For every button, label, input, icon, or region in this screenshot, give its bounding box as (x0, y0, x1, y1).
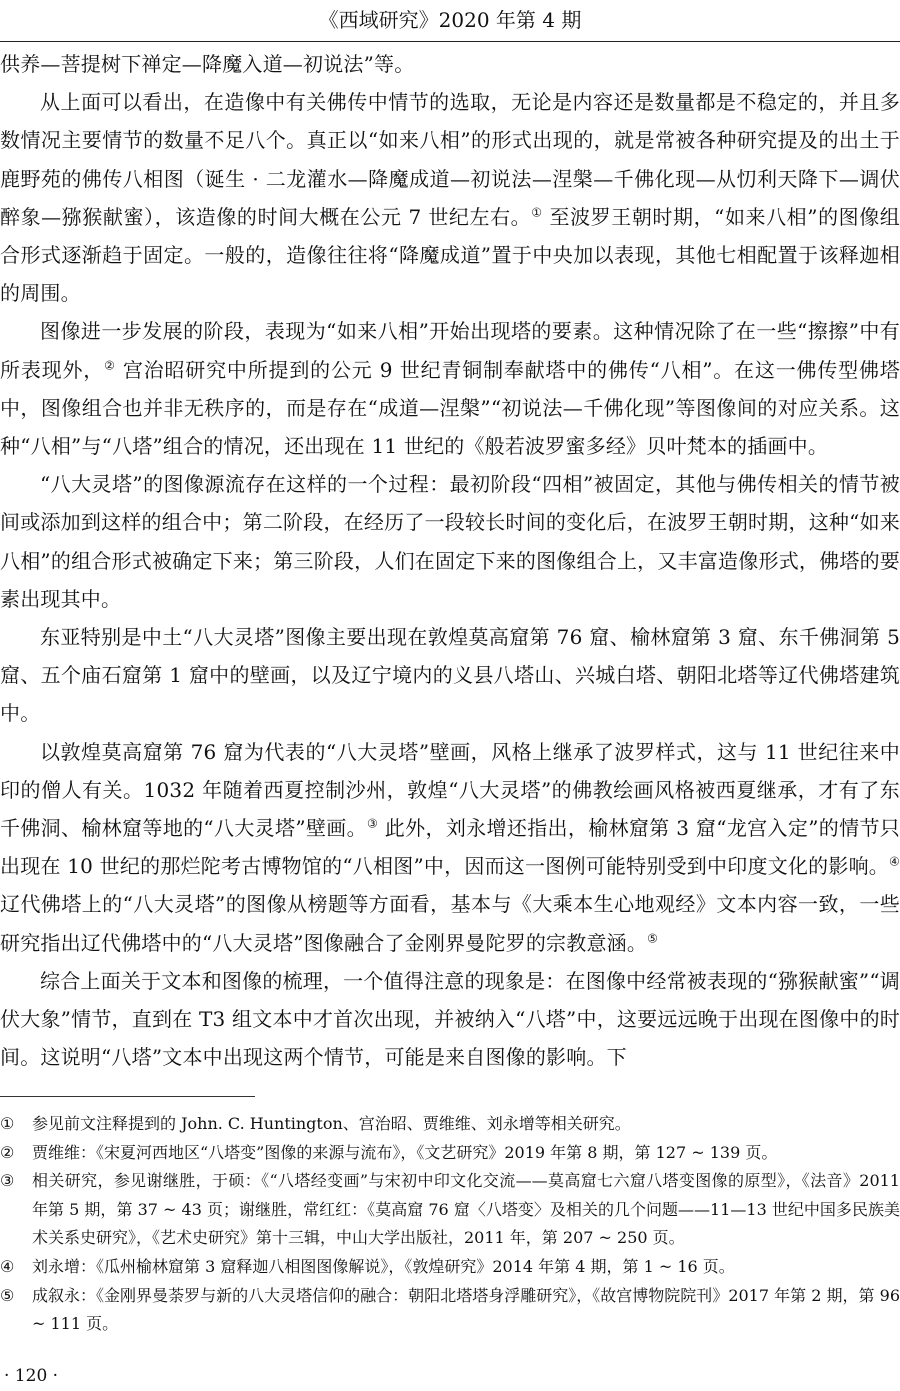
paragraph-7: 综合上面关于文本和图像的梳理，一个值得注意的现象是：在图像中经常被表现的“猕猴献蜜”“调伏大象”情节，直到在 T3 组文本中才首次出现，并被纳入“八塔”中，这要远远晚于出现在图像中的时间。这说明“八塔”文本中出现这两个情节，可能是来自图像的影响。下 (0, 968, 900, 1070)
footnote-5: ⑤ 成叙永：《金刚界曼荼罗与新的八大灵塔信仰的融合：朝阳北塔塔身浮雕研究》，《故宫博物院院刊》2017 年第 2 期，第 96 ~ 111 页。 (0, 1285, 900, 1334)
page-number: · 120 · (4, 1366, 59, 1386)
footnote-4: ④ 刘永增：《瓜州榆林窟第 3 窟释迦八相图图像解说》，《敦煌研究》2014 年第 4 期，第 1 ~ 16 页。 (0, 1256, 735, 1276)
footnote-2: ② 贾维维：《宋夏河西地区“八塔变”图像的来源与流布》，《文艺研究》2019 年第 8 期，第 127 ~ 139 页。 (0, 1142, 778, 1162)
paragraph-1: 供养—菩提树下禅定—降魔入道—初说法”等。 (0, 52, 415, 76)
footnote-3: ③ 相关研究，参见谢继胜，于硕：《“八塔经变画”与宋初中印文化交流——莫高窟七六窟八塔变图像的原型》，《法音》2011 年第 5 期，第 37 ~ 43 页；谢继胜，常红红：《莫高窟 76 窟〈八塔变〉及相关的几个问题——11—13 世纪中国多民族美术关系史研究》，《艺术史研究》第十三辑，中山大学出版社，2011 年，第 207 ~ 250 页。 (0, 1171, 900, 1248)
running-header: 《西域研究》2020 年第 4 期 (318, 8, 582, 32)
footnote-1: ① 参见前文注释提到的 John. C. Huntington、宫治昭、贾维维、刘永增等相关研究。 (0, 1114, 631, 1133)
article-body (0, 45, 900, 1076)
header-rule (0, 41, 900, 42)
paragraph-4: “八大灵塔”的图像源流存在这样的一个过程：最初阶段“四相”被固定，其他与佛传相关的情节被间或添加到这样的组合中；第二阶段，在经历了一段较长时间的变化后，在波罗王朝时期，这种“如来八相”的组合形式被确定下来；第三阶段，人们在固定下来的图像组合上，又丰富造像形式，佛塔的要素出现其中。 (0, 472, 900, 611)
footnotes (0, 1110, 900, 1339)
footnote-ref-5[interactable]: ⑤ (647, 931, 659, 946)
paragraph-6: 以敦煌莫高窟第 76 窟为代表的“八大灵塔”壁画，风格上继承了波罗样式，这与 11 世纪往来中印的僧人有关。1032 年随着西夏控制沙州，敦煌“八大灵塔”的佛教绘画风格被西夏继承，才有了东千佛洞、榆林窟等地的“八大灵塔”壁画。③ 此外，刘永增还指出，榆林窟第 3 窟“龙宫入定”的情节只出现在 10 世纪的那烂陀考古博物馆的“八相图”中，因而这一图例可能特别受到中印度文化的影响。④ 辽代佛塔上的“八大灵塔”的图像从榜题等方面看，基本与《大乘本生心地观经》文本内容一致，一些研究指出辽代佛塔中的“八大灵塔”图像融合了金刚界曼陀罗的宗教意涵。⑤ (0, 739, 900, 955)
footnote-ref-4[interactable]: ④ (889, 854, 900, 869)
footnote-ref-2[interactable]: ② (104, 357, 116, 372)
paragraph-5: 东亚特别是中土“八大灵塔”图像主要出现在敦煌莫高窟第 76 窟、榆林窟第 3 窟、东千佛洞第 5 窟、五个庙石窟第 1 窟中的壁画，以及辽宁境内的义县八塔山、兴城白塔、朝阳北塔等辽代佛塔建筑中。 (0, 625, 900, 726)
footnote-separator (0, 1096, 255, 1097)
footnote-ref-3[interactable]: ③ (366, 816, 379, 831)
paragraph-2: 从上面可以看出，在造像中有关佛传中情节的选取，无论是内容还是数量都是不稳定的，并且多数情况主要情节的数量不足八个。真正以“如来八相”的形式出现的，就是常被各种研究提及的出土于鹿野苑的佛传八相图（诞生 · 二龙灌水—降魔成道—初说法—涅槃—千佛化现—从忉利天降下—调伏醉象—猕猴献蜜），该造像的时间大概在公元 7 世纪左右。① 至波罗王朝时期，“如来八相”的图像组合形式逐渐趋于固定。一般的，造像往往将“降魔成道”置于中央加以表现，其他七相配置于该释迦相的周围。 (0, 90, 900, 306)
footnote-ref-1[interactable]: ① (531, 205, 543, 220)
paragraph-3: 图像进一步发展的阶段，表现为“如来八相”开始出现塔的要素。这种情况除了在一些“擦擦”中有所表现外，② 宫治昭研究中所提到的公元 9 世纪青铜制奉献塔中的佛传“八相”。在这一佛传型佛塔中，图像组合也并非无秩序的，而是存在“成道—涅槃”“初说法—千佛化现”等图像间的对应关系。这种“八相”与“八塔”组合的情况，还出现在 11 世纪的《般若波罗蜜多经》贝叶梵本的插画中。 (0, 319, 900, 459)
